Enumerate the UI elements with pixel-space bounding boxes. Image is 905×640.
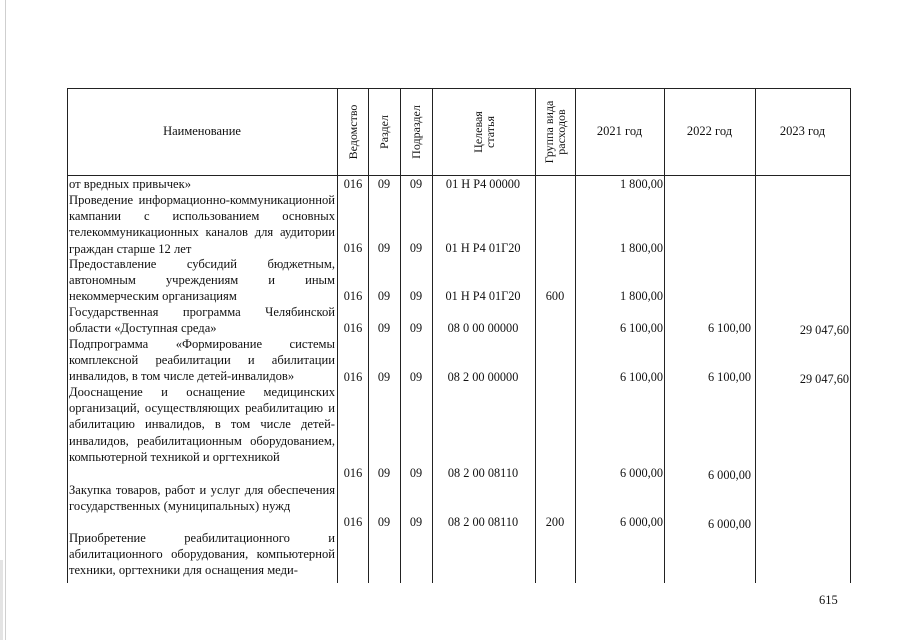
- row-target-article: 08 2 00 00000: [447, 370, 519, 384]
- header-department: Ведомство: [345, 104, 360, 159]
- row-2021: 6 000,00: [619, 515, 663, 529]
- header-year-2021: 2021 год: [596, 124, 643, 138]
- row-2022: 6 100,00: [707, 321, 751, 335]
- row-department: 016: [343, 241, 363, 255]
- header-expense-group: Группа вида расходов: [542, 100, 568, 163]
- scan-edge-line: [5, 0, 6, 640]
- row-name: от вредных привычек»: [69, 177, 192, 191]
- row-2021: 6 100,00: [619, 321, 663, 335]
- row-name: Закупка товаров, работ и услуг для обеспечения государственных (муниципальных) нужд: [69, 483, 335, 514]
- header-subsection: Подраздел: [409, 104, 423, 159]
- row-target-article: 08 0 00 00000: [447, 321, 519, 335]
- row-name: Проведение информационно-коммуникационной кампании с использованием основных телекоммуникационных каналов для аудитории граждан старше 12 лет: [69, 193, 335, 256]
- row-name: Предоставление субсидий бюджетным, автономным учреждениям и иным некоммерческим организациям: [69, 257, 335, 304]
- row-subsection: 09: [409, 241, 423, 255]
- row-2022: 6 100,00: [707, 370, 751, 384]
- row-department: 016: [343, 177, 363, 191]
- row-2023: 29 047,60: [799, 372, 849, 386]
- row-target-article: 08 2 00 08110: [447, 466, 519, 480]
- row-subsection: 09: [409, 466, 423, 480]
- row-department: 016: [343, 466, 363, 480]
- row-name: Дооснащение и оснащение медицинских организаций, осуществляющих реабилитацию и абилитацию инвалидов, в том числе детей-инвалидов, реабилитационным оборудованием, компьютерной техникой и оргтехникой: [69, 385, 335, 464]
- row-2021: 1 800,00: [619, 177, 663, 191]
- header-name: Наименование: [163, 124, 241, 138]
- row-section: 09: [377, 370, 391, 384]
- row-2021: 1 800,00: [619, 289, 663, 303]
- row-2021: 6 000,00: [619, 466, 663, 480]
- row-section: 09: [377, 289, 391, 303]
- row-target-article: 01 Н Р4 01Г20: [445, 241, 521, 255]
- row-section: 09: [377, 321, 391, 335]
- row-section: 09: [377, 466, 391, 480]
- row-subsection: 09: [409, 289, 423, 303]
- row-name: Государственная программа Челябинской области «Доступная среда»: [69, 305, 335, 336]
- row-target-article: 01 Н Р4 01Г20: [445, 289, 521, 303]
- col-border: [850, 88, 851, 583]
- row-2023: 29 047,60: [799, 323, 849, 337]
- row-target-article: 01 Н Р4 00000: [445, 177, 521, 191]
- row-2021: 1 800,00: [619, 241, 663, 255]
- row-subsection: 09: [409, 515, 423, 529]
- row-expense-group: 200: [545, 515, 565, 529]
- header-year-2022: 2022 год: [686, 124, 733, 138]
- row-section: 09: [377, 177, 391, 191]
- row-section: 09: [377, 241, 391, 255]
- header-year-2023: 2023 год: [779, 124, 826, 138]
- row-department: 016: [343, 370, 363, 384]
- header-section: Раздел: [377, 114, 391, 149]
- row-target-article: 08 2 00 08110: [447, 515, 519, 529]
- row-subsection: 09: [409, 321, 423, 335]
- row-department: 016: [343, 289, 363, 303]
- row-2022: 6 000,00: [707, 517, 751, 531]
- row-name: Приобретение реабилитационного и абилитационного оборудования, компьютерной техники, оргтехники для оснащения меди-: [69, 531, 335, 578]
- scan-edge-shadow: [0, 560, 3, 640]
- row-2021: 6 100,00: [619, 370, 663, 384]
- header-target-article: Целевая статья: [470, 110, 497, 153]
- row-department: 016: [343, 321, 363, 335]
- row-name: Подпрограмма «Формирование системы комплексной реабилитации и абилитации инвалидов, в том числе детей-инвалидов»: [69, 337, 335, 384]
- row-subsection: 09: [409, 177, 423, 191]
- budget-table: [67, 88, 851, 583]
- row-expense-group: 600: [545, 289, 565, 303]
- row-2022: 6 000,00: [707, 468, 751, 482]
- row-subsection: 09: [409, 370, 423, 384]
- row-department: 016: [343, 515, 363, 529]
- row-section: 09: [377, 515, 391, 529]
- page-number: 615: [819, 593, 838, 607]
